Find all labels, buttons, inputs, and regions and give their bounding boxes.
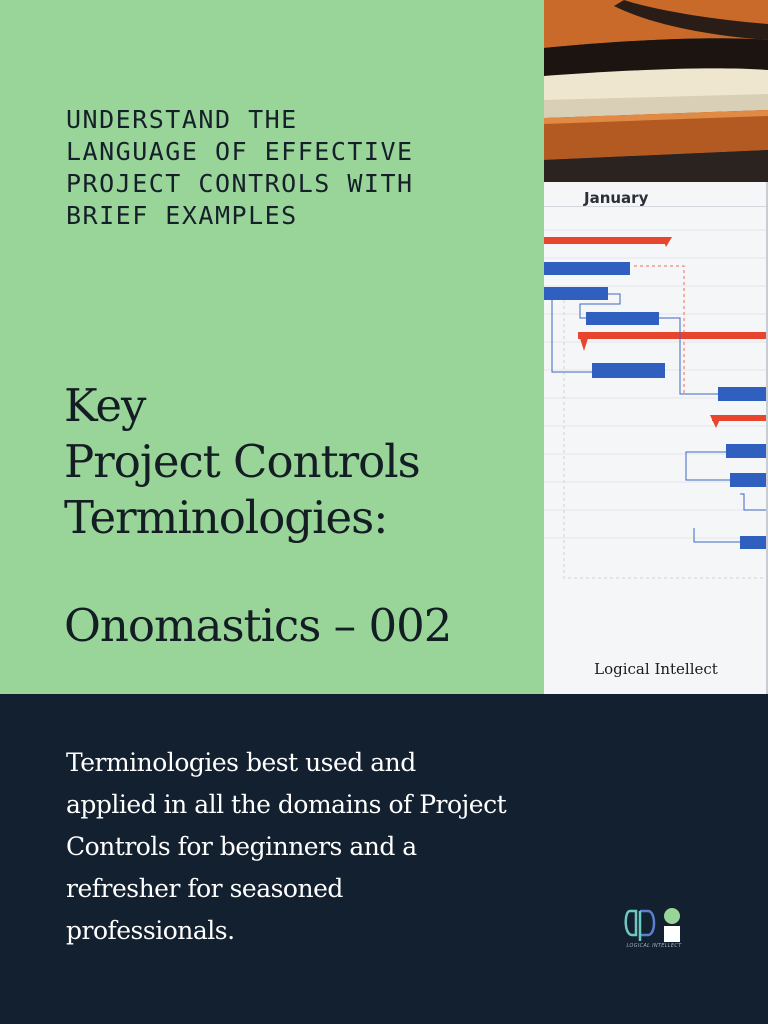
title-line: Key: [64, 379, 146, 432]
description-line: applied in all the domains of Project: [66, 790, 507, 819]
logo-mark-icon: [622, 905, 686, 945]
tagline-line: UNDERSTAND THE: [66, 105, 298, 134]
tagline: [66, 104, 506, 232]
publisher-credit: Logical Intellect: [594, 660, 718, 678]
description-line: Terminologies best used and: [66, 748, 416, 777]
tagline-line: PROJECT CONTROLS WITH: [66, 169, 414, 198]
title-line: Terminologies:: [64, 491, 388, 544]
tagline-line: BRIEF EXAMPLES: [66, 201, 298, 230]
logo-text: LOGICAL INTELLECT: [626, 943, 682, 949]
cover-subtitle: Onomastics – 002: [64, 599, 452, 652]
description-line: professionals.: [66, 916, 235, 945]
description-line: refresher for seasoned: [66, 874, 343, 903]
calendar-month-label: January: [584, 189, 649, 207]
gantt-photo-illustration: [544, 0, 768, 694]
cover-description: [66, 742, 556, 952]
title-line: Project Controls: [64, 435, 420, 488]
logical-intellect-logo: [622, 905, 686, 955]
gantt-chart-photo: [544, 0, 768, 694]
description-line: Controls for beginners and a: [66, 832, 417, 861]
tagline-line: LANGUAGE OF EFFECTIVE: [66, 137, 414, 166]
cover-title: [64, 378, 534, 546]
